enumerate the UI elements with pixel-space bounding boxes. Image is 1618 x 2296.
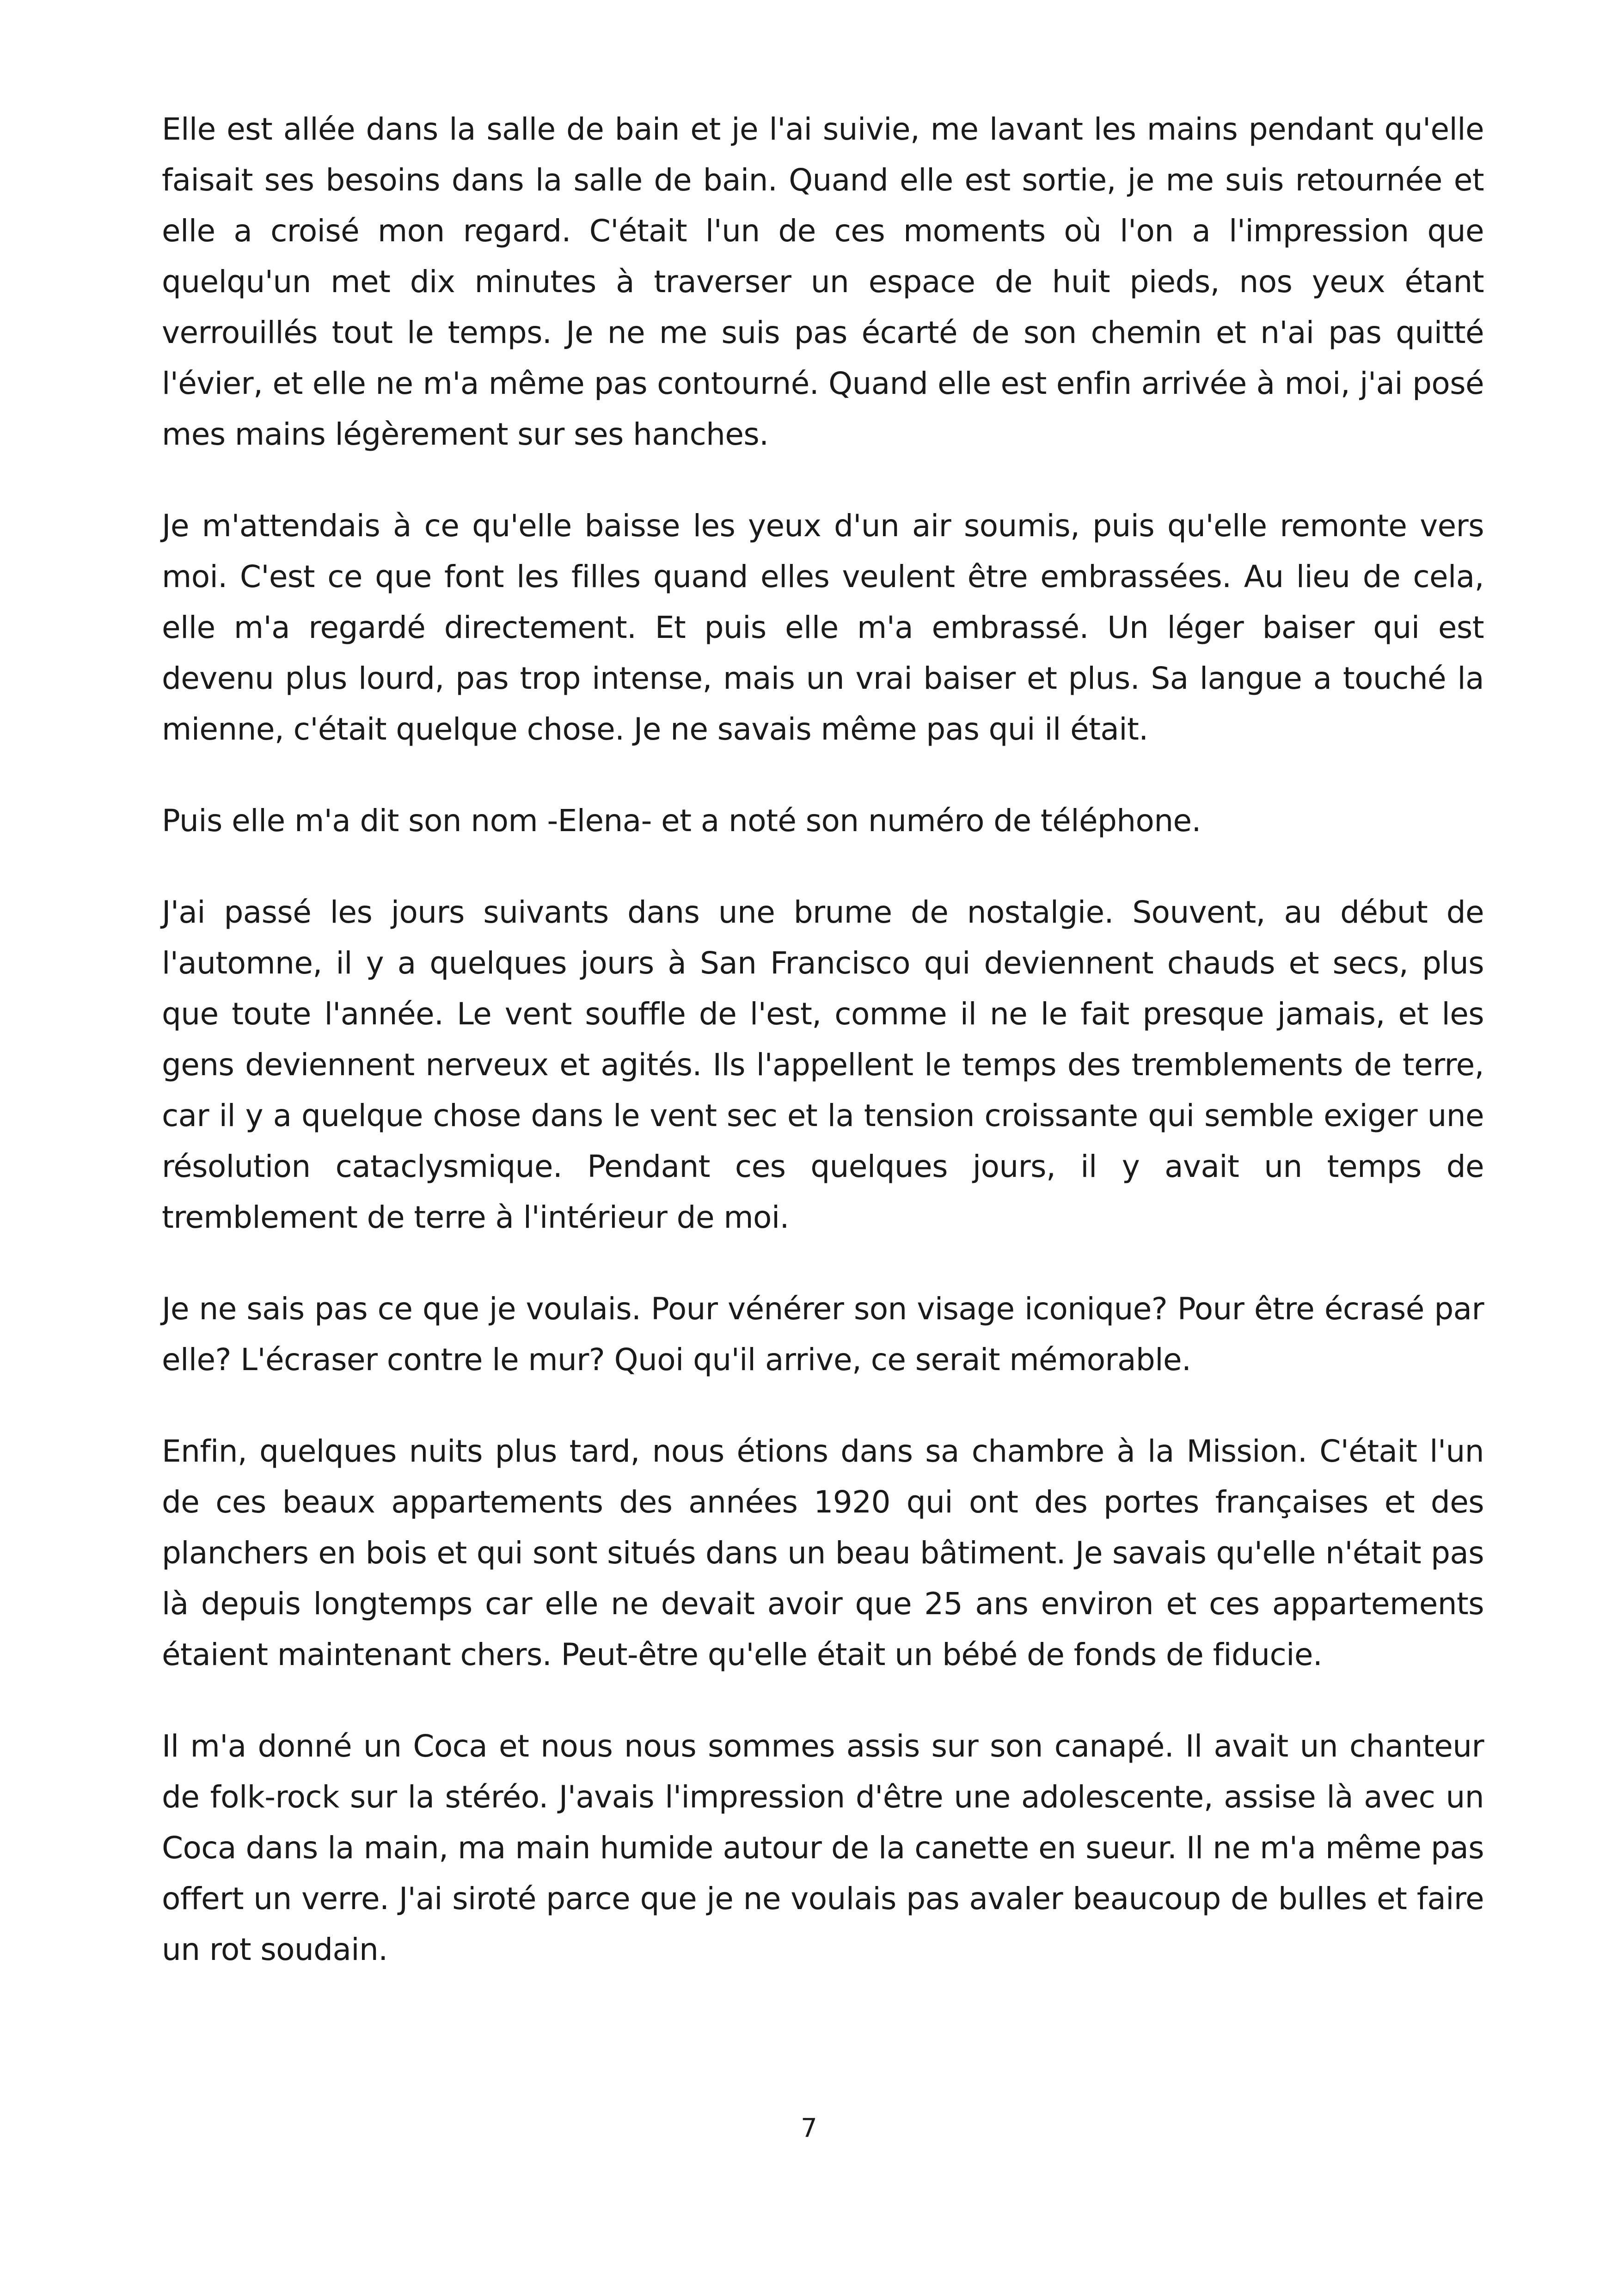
paragraph-6: Enfin, quelques nuits plus tard, nous étions dans sa chambre à la Mission. C'était l'un de ces beaux appartements des années 1920 qui ont des portes françaises et des planchers en bois et qui sont situés dans un beau bâtiment. Je savais qu'elle n'était pas là depuis longtemps car elle ne devait avoir que 25 ans environ et ces appartements étaient maintenant chers. Peut-être qu'elle était un bébé de fonds de fiducie. xyxy=(162,1433,1484,1672)
document-body xyxy=(162,104,1484,2016)
paragraph-5: Je ne sais pas ce que je voulais. Pour vénérer son visage iconique? Pour être écrasé par elle? L'écraser contre le mur? Quoi qu'il arrive, ce serait mémorable. xyxy=(162,1291,1484,1378)
paragraph-7: Il m'a donné un Coca et nous nous sommes assis sur son canapé. Il avait un chanteur de folk-rock sur la stéréo. J'avais l'impression d'être une adolescente, assise là avec un Coca dans la main, ma main humide autour de la canette en sueur. Il ne m'a même pas offert un verre. J'ai siroté parce que je ne voulais pas avaler beaucoup de bulles et faire un rot soudain. xyxy=(162,1728,1484,1967)
paragraph-4: J'ai passé les jours suivants dans une brume de nostalgie. Souvent, au début de l'automne, il y a quelques jours à San Francisco qui deviennent chauds et secs, plus que toute l'année. Le vent souffle de l'est, comme il ne le fait presque jamais, et les gens deviennent nerveux et agités. Ils l'appellent le temps des tremblements de terre, car il y a quelque chose dans le vent sec et la tension croissante qui semble exiger une résolution cataclysmique. Pendant ces quelques jours, il y avait un temps de tremblement de terre à l'intérieur de moi. xyxy=(162,894,1484,1235)
paragraph-1: Elle est allée dans la salle de bain et je l'ai suivie, me lavant les mains pendant qu'elle faisait ses besoins dans la salle de bain. Quand elle est sortie, je me suis retournée et elle a croisé mon regard. C'était l'un de ces moments où l'on a l'impression que quelqu'un met dix minutes à traverser un espace de huit pieds, nos yeux étant verrouillés tout le temps. Je ne me suis pas écarté de son chemin et n'ai pas quitté l'évier, et elle ne m'a même pas contourné. Quand elle est enfin arrivée à moi, j'ai posé mes mains légèrement sur ses hanches. xyxy=(162,111,1484,452)
paragraph-2: Je m'attendais à ce qu'elle baisse les yeux d'un air soumis, puis qu'elle remonte vers moi. C'est ce que font les filles quand elles veulent être embrassées. Au lieu de cela, elle m'a regardé directement. Et puis elle m'a embrassé. Un léger baiser qui est devenu plus lourd, pas trop intense, mais un vrai baiser et plus. Sa langue a touché la mienne, c'était quelque chose. Je ne savais même pas qui il était. xyxy=(162,508,1484,747)
paragraph-3: Puis elle m'a dit son nom -Elena- et a noté son numéro de téléphone. xyxy=(162,803,1201,839)
page-number: 7 xyxy=(801,2113,817,2143)
